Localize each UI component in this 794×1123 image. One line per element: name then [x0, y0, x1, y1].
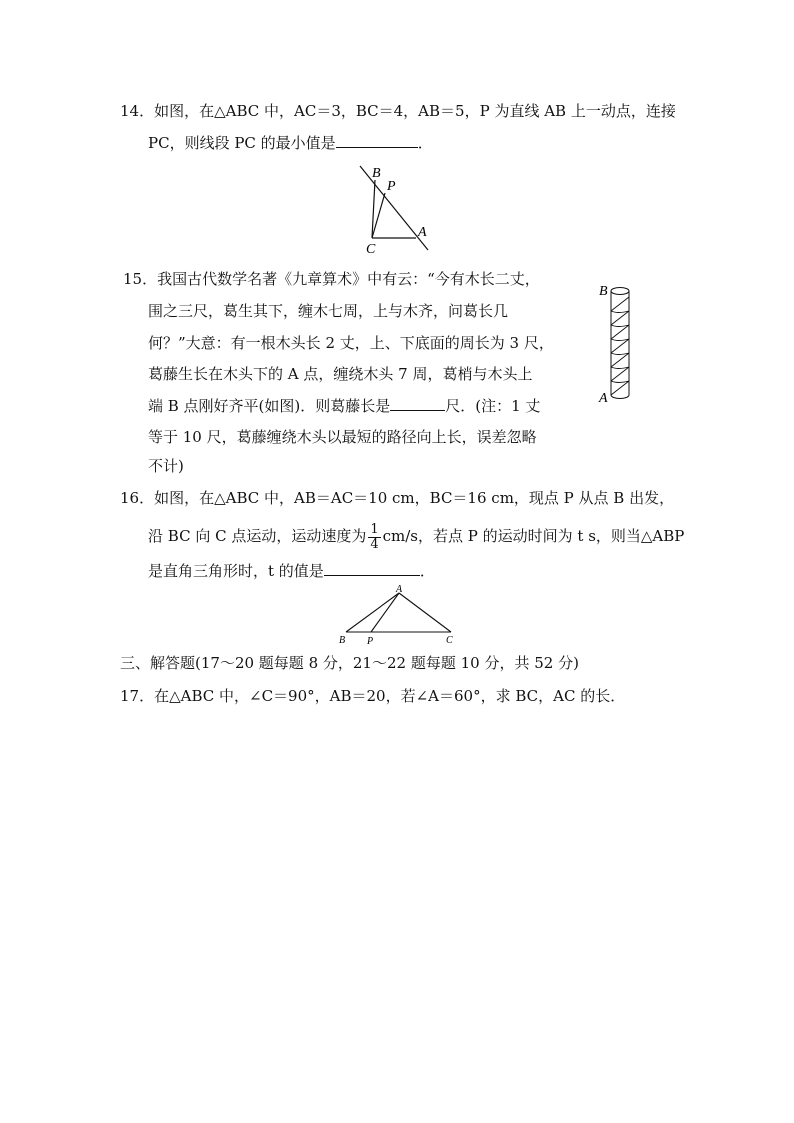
q16-line-1: [120, 488, 674, 508]
q15-text-6: 等于 10 尺，葛藤缠绕木头以最短的路径向上长，误差忽略: [148, 428, 537, 446]
q14-text-1: 如图，在△ABC 中，AC＝3，BC＝4，AB＝5，P 为直线 AB 上一动点，连接: [154, 102, 676, 120]
q17-line-1: [120, 686, 625, 706]
q16-label-a: A: [396, 584, 403, 595]
q15-text-5-end: 尺．(注：1 丈: [445, 397, 541, 415]
q14-label-b: B: [372, 166, 381, 181]
q17-number: 17．: [120, 687, 155, 705]
q14-label-c: C: [366, 242, 376, 255]
q16-text-3: 是直角三角形时，t 的值是: [148, 562, 324, 580]
q15-cylinder-bottom: [611, 395, 629, 399]
q15-cylinder-top: [611, 288, 629, 295]
q16-text-3-end: ．: [419, 562, 435, 580]
q16-line-3: [148, 561, 435, 581]
q16-number: 16．: [120, 489, 155, 507]
q15-line-6: [148, 427, 537, 447]
q15-cylinder-figure: [596, 280, 636, 406]
q16-text-2: 沿 BC 向 C 点运动，运动速度为: [148, 527, 367, 545]
q15-line-2: [148, 301, 508, 321]
q16-label-p: P: [367, 636, 374, 647]
q14-line-2: [148, 133, 433, 153]
q15-text-3: 何？”大意：有一根木头长 2 丈，上、下底面的周长为 3 尺，: [148, 334, 554, 352]
q16-label-c: C: [446, 635, 453, 646]
q16-label-b: B: [339, 635, 346, 646]
q17-text: 在△ABC 中，∠C＝90°，AB＝20，若∠A＝60°，求 BC，AC 的长．: [154, 687, 626, 705]
q16-speed-fraction: [368, 523, 380, 552]
q15-text-2: 围之三尺，葛生其下，缠木七周，上与木齐，问葛长几: [148, 302, 509, 320]
q15-answer-blank[interactable]: [390, 396, 445, 411]
q15-label-b: B: [599, 284, 608, 299]
q15-line-7: [148, 456, 184, 476]
q16-line-2: [148, 518, 684, 554]
q15-text-1: 我国古代数学名著《九章算术》中有云：“今有木长二丈，: [157, 270, 540, 288]
q15-line-1: [123, 269, 540, 289]
q15-line-4: [148, 364, 532, 384]
q16-answer-blank[interactable]: [324, 561, 420, 576]
q16-text-1: 如图，在△ABC 中，AB＝AC＝10 cm，BC＝16 cm，现点 P 从点 B 出发，: [154, 489, 675, 507]
section-3-heading: 三、解答题(17～20 题每题 8 分，21～22 题每题 10 分，共 52 分): [120, 654, 579, 672]
q15-line-5: [148, 396, 540, 416]
q14-label-a: A: [418, 225, 427, 240]
q14-line-1: [120, 101, 676, 121]
q16-segment-ap: [371, 593, 399, 632]
q15-text-5: 端 B 点刚好齐平(如图)．则葛藤长是: [148, 397, 391, 415]
q15-vine-helix: [611, 297, 629, 395]
q16-text-2-end: cm/s，若点 P 的运动时间为 t s，则当△ABP: [382, 527, 685, 545]
q15-text-7: 不计): [148, 457, 184, 475]
q14-label-p: P: [387, 179, 396, 194]
q14-text-2: PC，则线段 PC 的最小值是: [148, 134, 336, 152]
q16-segment-ab: [346, 593, 399, 632]
q14-answer-blank[interactable]: [336, 133, 418, 148]
q16-fraction-denominator: 4: [370, 536, 379, 552]
q14-number: 14．: [120, 102, 155, 120]
q15-label-a: A: [599, 391, 608, 406]
q16-triangle-figure: [336, 584, 462, 648]
q14-triangle-figure: [350, 160, 440, 255]
q14-text-2-end: ．: [417, 134, 433, 152]
q16-segment-ac: [399, 593, 451, 632]
q15-text-4: 葛藤生长在木头下的 A 点，缠绕木头 7 周，葛梢与木头上: [148, 365, 533, 383]
q16-fraction-numerator: 1: [370, 521, 379, 537]
q15-number: 15．: [123, 270, 158, 288]
q15-line-3: [148, 333, 554, 353]
